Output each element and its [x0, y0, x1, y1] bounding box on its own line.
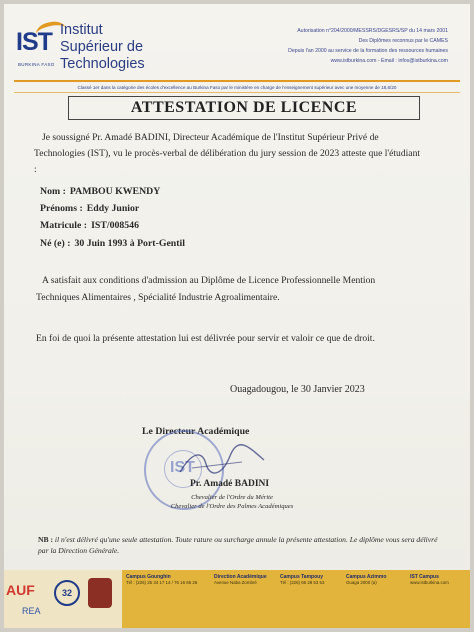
- document-title: ATTESTATION DE LICENCE: [130, 99, 358, 116]
- footer-logos: [4, 570, 122, 628]
- document-title-box: [68, 96, 420, 120]
- field-matricule: Matricule : IST/008546: [40, 220, 139, 231]
- attestation-document: [4, 4, 470, 628]
- auf-logo: AUF: [6, 582, 35, 598]
- signatory-title: Le Directeur Académique: [142, 426, 250, 437]
- signatory-honors: Chevalier de l'Ordre du Mérite Chevalier de l'Ordre des Palmes Académiques: [170, 494, 294, 510]
- emblem-logo: [88, 578, 112, 608]
- signatory-name: Pr. Amadé BADINI: [190, 479, 270, 489]
- footer-col-2: Direction Académique Avenue Naba Zombré: [214, 574, 267, 585]
- classification-line: Classé 1er dans la catégorie des écoles d'excellence au Burkina Faso par le ministère en charge de l'enseignement supérieur avec une moyenne de 18,6/20: [77, 85, 397, 90]
- footer-band: [4, 570, 470, 628]
- anniversary-badge: 32: [54, 580, 80, 606]
- footnote: NB : il n'est délivré qu'une seule attestation. Toute rature ou surcharge annule la présente attestation. Le diplôme vous sera délivré par la Direction Générale.: [38, 535, 438, 555]
- intro-paragraph: Je soussigné Pr. Amadé BADINI, Directeur Académique de l'Institut Supérieur Privé de Technologies (IST), vu le procès-verbal de délibération du jury session de 2023 atteste que l'étudiant :: [34, 132, 421, 175]
- institute-name: Institut Supérieur de Technologies: [60, 22, 145, 72]
- field-prenoms: Prénoms : Eddy Junior: [40, 203, 140, 214]
- footer-col-5: IST Campus www.istburkina.com: [410, 574, 449, 585]
- handwritten-signature: [172, 442, 272, 482]
- field-nom: Nom : PAMBOU KWENDY: [40, 186, 161, 197]
- stamp-ist-mark: IST: [170, 459, 195, 476]
- logo-country: BURKINA FASO: [18, 62, 55, 67]
- rea-logo: REA: [22, 606, 41, 616]
- footer-col-4: Campus Azimmo Ouaga 2000 (a): [346, 574, 387, 585]
- footer-col-3: Campus Tampouy Tél : (226) 66 28 53 53: [280, 574, 325, 585]
- logo-text: IST: [16, 28, 52, 56]
- closing-paragraph: En foi de quoi la présente attestation lui est délivrée pour servir et valoir ce que de droit.: [36, 333, 375, 344]
- result-paragraph: A satisfait aux conditions d'admission au Diplôme de Licence Professionnelle Mention Techniques Alimentaires , Spécialité Industrie Agroalimentaire.: [36, 275, 376, 303]
- ist-logo: [16, 22, 66, 68]
- date-line: Ouagadougou, le 30 Janvier 2023: [230, 384, 365, 395]
- header-divider-2: [14, 92, 460, 93]
- header-info: Autorisation n°204/2000/MESSRS/DGESRS/SP du 14 mars 2001 Des Diplômes reconnus par le CAMES Depuis l'an 2000 au service de la formation des ressources humaines www.istburkina.com - Email : infos@istburkina.com: [288, 28, 448, 64]
- footer-col-1: Campus Gounghin Tél : (226) 25 34 17 14 / 76 16 66 25: [126, 574, 198, 585]
- field-naissance: Né (e) : 30 Juin 1993 à Port-Gentil: [40, 238, 185, 249]
- header-divider: [14, 80, 460, 82]
